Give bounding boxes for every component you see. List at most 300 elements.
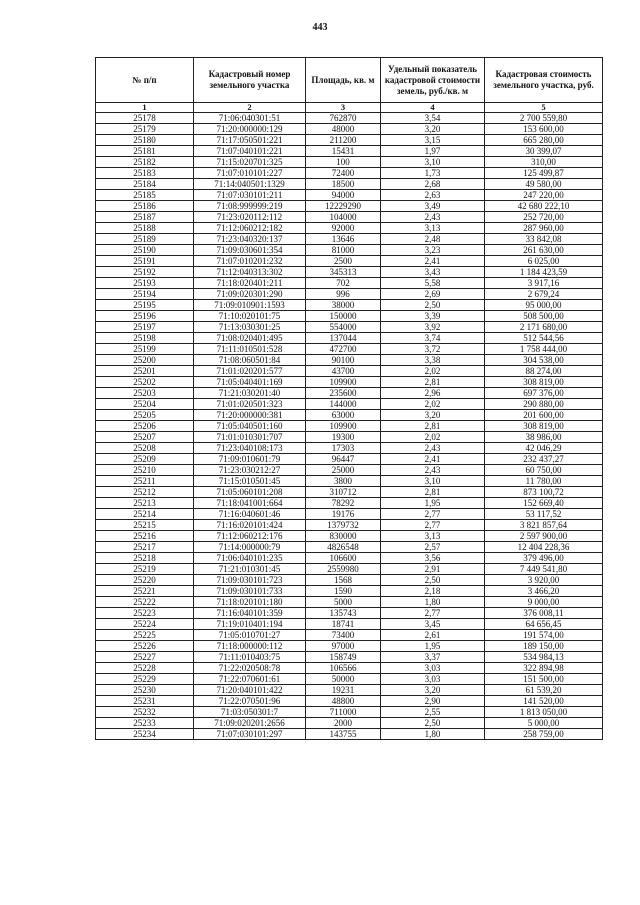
- cell-unit-value: 2,77: [381, 608, 485, 619]
- cell-unit-value: 3,13: [381, 531, 485, 542]
- cell-cadastral-number: 71:08:060501:84: [194, 355, 306, 366]
- cell-row-number: 25189: [96, 234, 194, 245]
- cell-unit-value: 2,69: [381, 289, 485, 300]
- cell-area: 158749: [306, 652, 381, 663]
- cell-area: 109900: [306, 421, 381, 432]
- cell-area: 830000: [306, 531, 381, 542]
- table-row: [96, 575, 603, 586]
- cell-cadastral-number: 71:18:020101:180: [194, 597, 306, 608]
- cell-cadastral-number: 71:09:020301:290: [194, 289, 306, 300]
- cell-unit-value: 2,48: [381, 234, 485, 245]
- cell-row-number: 25181: [96, 146, 194, 157]
- cell-cadastral-value: 5 000,00: [485, 718, 603, 729]
- cell-cadastral-value: 873 100,72: [485, 487, 603, 498]
- cell-unit-value: 3,43: [381, 267, 485, 278]
- cell-cadastral-value: 304 538,00: [485, 355, 603, 366]
- cell-cadastral-value: 310,00: [485, 157, 603, 168]
- cell-cadastral-number: 71:16:040601:46: [194, 509, 306, 520]
- cell-cadastral-number: 71:09:010601:79: [194, 454, 306, 465]
- cell-row-number: 25217: [96, 542, 194, 553]
- cell-row-number: 25182: [96, 157, 194, 168]
- table-row: [96, 245, 603, 256]
- table-row: [96, 531, 603, 542]
- cell-cadastral-number: 71:14:000000:79: [194, 542, 306, 553]
- table-row: [96, 113, 603, 124]
- cell-area: 104000: [306, 212, 381, 223]
- cell-unit-value: 3,37: [381, 652, 485, 663]
- cell-area: 19300: [306, 432, 381, 443]
- cell-cadastral-number: 71:06:040101:235: [194, 553, 306, 564]
- cell-cadastral-value: 508 500,00: [485, 311, 603, 322]
- cell-cadastral-value: 697 376,00: [485, 388, 603, 399]
- cell-unit-value: 3,10: [381, 157, 485, 168]
- cell-unit-value: 2,43: [381, 443, 485, 454]
- cell-unit-value: 2,55: [381, 707, 485, 718]
- cell-unit-value: 3,03: [381, 663, 485, 674]
- table-body: [96, 113, 603, 740]
- cell-cadastral-value: 247 220,00: [485, 190, 603, 201]
- cell-cadastral-number: 71:22:070601:61: [194, 674, 306, 685]
- cadastral-value-table: [95, 57, 603, 740]
- cell-cadastral-number: 71:07:030101:211: [194, 190, 306, 201]
- cell-unit-value: 1,97: [381, 146, 485, 157]
- cell-unit-value: 2,81: [381, 421, 485, 432]
- cell-unit-value: 3,56: [381, 553, 485, 564]
- cell-row-number: 25221: [96, 586, 194, 597]
- cell-cadastral-number: 71:05:040401:169: [194, 377, 306, 388]
- cell-unit-value: 3,72: [381, 344, 485, 355]
- cell-unit-value: 3,03: [381, 674, 485, 685]
- cell-row-number: 25220: [96, 575, 194, 586]
- cell-unit-value: 2,61: [381, 630, 485, 641]
- cell-row-number: 25180: [96, 135, 194, 146]
- table-row: [96, 652, 603, 663]
- cell-cadastral-value: 261 630,00: [485, 245, 603, 256]
- cell-area: 15431: [306, 146, 381, 157]
- cell-cadastral-number: 71:23:020112:112: [194, 212, 306, 223]
- cell-area: 18741: [306, 619, 381, 630]
- cell-unit-value: 2,90: [381, 696, 485, 707]
- cell-cadastral-number: 71:23:040108:173: [194, 443, 306, 454]
- table-row: [96, 278, 603, 289]
- cell-cadastral-number: 71:09:020201:2656: [194, 718, 306, 729]
- cell-row-number: 25202: [96, 377, 194, 388]
- cell-row-number: 25208: [96, 443, 194, 454]
- table-row: [96, 355, 603, 366]
- cell-row-number: 25194: [96, 289, 194, 300]
- cell-cadastral-number: 71:16:020101:424: [194, 520, 306, 531]
- table-row: [96, 157, 603, 168]
- cell-unit-value: 2,50: [381, 300, 485, 311]
- cell-row-number: 25234: [96, 729, 194, 740]
- cell-cadastral-value: 3 821 857,64: [485, 520, 603, 531]
- cell-cadastral-value: 12 404 228,36: [485, 542, 603, 553]
- cell-cadastral-value: 53 117,52: [485, 509, 603, 520]
- cell-row-number: 25215: [96, 520, 194, 531]
- cell-cadastral-number: 71:11:010403:75: [194, 652, 306, 663]
- cell-unit-value: 3,39: [381, 311, 485, 322]
- cell-area: 1379732: [306, 520, 381, 531]
- table-row: [96, 201, 603, 212]
- cell-row-number: 25203: [96, 388, 194, 399]
- cell-cadastral-number: 71:23:040320:137: [194, 234, 306, 245]
- cell-cadastral-number: 71:09:030601:354: [194, 245, 306, 256]
- cell-area: 1568: [306, 575, 381, 586]
- cell-cadastral-value: 258 759,00: [485, 729, 603, 740]
- cell-cadastral-value: 1 813 050,00: [485, 707, 603, 718]
- header-row: [96, 58, 603, 103]
- page-number: 443: [312, 22, 328, 33]
- cell-cadastral-number: 71:13:030301:25: [194, 322, 306, 333]
- cell-area: 711000: [306, 707, 381, 718]
- cell-area: 17303: [306, 443, 381, 454]
- cell-unit-value: 3,23: [381, 245, 485, 256]
- cell-cadastral-value: 3 917,16: [485, 278, 603, 289]
- cell-unit-value: 3,92: [381, 322, 485, 333]
- table-row: [96, 608, 603, 619]
- table-row: [96, 564, 603, 575]
- cell-area: 78292: [306, 498, 381, 509]
- cell-area: 25000: [306, 465, 381, 476]
- cell-row-number: 25228: [96, 663, 194, 674]
- table-row: [96, 685, 603, 696]
- cell-area: 43700: [306, 366, 381, 377]
- cell-cadastral-number: 71:18:041001:664: [194, 498, 306, 509]
- cell-area: 5000: [306, 597, 381, 608]
- table-row: [96, 399, 603, 410]
- cell-area: 48800: [306, 696, 381, 707]
- cell-row-number: 25231: [96, 696, 194, 707]
- cell-unit-value: 3,20: [381, 685, 485, 696]
- table-row: [96, 498, 603, 509]
- table-row: [96, 366, 603, 377]
- cell-row-number: 25197: [96, 322, 194, 333]
- table-row: [96, 212, 603, 223]
- cell-cadastral-value: 38 986,00: [485, 432, 603, 443]
- table-row: [96, 146, 603, 157]
- cell-cadastral-number: 71:21:030201:40: [194, 388, 306, 399]
- cell-row-number: 25209: [96, 454, 194, 465]
- cell-cadastral-value: 49 580,00: [485, 179, 603, 190]
- cell-cadastral-value: 308 819,00: [485, 421, 603, 432]
- table-row: [96, 135, 603, 146]
- cell-unit-value: 2,81: [381, 487, 485, 498]
- cell-cadastral-number: 71:15:020701:325: [194, 157, 306, 168]
- column-number: 1: [96, 103, 194, 113]
- table-row: [96, 432, 603, 443]
- cell-cadastral-number: 71:12:060212:182: [194, 223, 306, 234]
- cell-area: 12229290: [306, 201, 381, 212]
- cell-unit-value: 3,38: [381, 355, 485, 366]
- cell-area: 13646: [306, 234, 381, 245]
- cell-cadastral-value: 11 780,00: [485, 476, 603, 487]
- header-area: Площадь, кв. м: [306, 58, 381, 103]
- cell-unit-value: 3,15: [381, 135, 485, 146]
- cell-area: 143755: [306, 729, 381, 740]
- cell-cadastral-value: 290 880,00: [485, 399, 603, 410]
- cell-cadastral-value: 151 500,00: [485, 674, 603, 685]
- cell-cadastral-value: 1 184 423,59: [485, 267, 603, 278]
- cell-row-number: 25196: [96, 311, 194, 322]
- cell-cadastral-value: 322 894,98: [485, 663, 603, 674]
- table-row: [96, 542, 603, 553]
- cell-area: 2500: [306, 256, 381, 267]
- table-row: [96, 179, 603, 190]
- cell-cadastral-number: 71:03:050301:7: [194, 707, 306, 718]
- header-cadastral-number: Кадастровый номер земельного участка: [194, 58, 306, 103]
- header-cadastral-value: Кадастровая стоимость земельного участка, руб.: [485, 58, 603, 103]
- cell-cadastral-value: 152 669,40: [485, 498, 603, 509]
- cell-area: 72400: [306, 168, 381, 179]
- cell-unit-value: 3,54: [381, 113, 485, 124]
- cell-unit-value: 2,50: [381, 718, 485, 729]
- cell-row-number: 25178: [96, 113, 194, 124]
- cell-area: 92000: [306, 223, 381, 234]
- cell-cadastral-number: 71:12:060212:176: [194, 531, 306, 542]
- cell-unit-value: 2,77: [381, 520, 485, 531]
- cell-cadastral-number: 71:07:010101:227: [194, 168, 306, 179]
- table-row: [96, 322, 603, 333]
- cell-row-number: 25187: [96, 212, 194, 223]
- cell-cadastral-value: 3 466,20: [485, 586, 603, 597]
- cell-cadastral-value: 2 597 900,00: [485, 531, 603, 542]
- table-row: [96, 663, 603, 674]
- cell-row-number: 25199: [96, 344, 194, 355]
- cell-area: 472700: [306, 344, 381, 355]
- cell-row-number: 25225: [96, 630, 194, 641]
- table-row: [96, 256, 603, 267]
- cell-unit-value: 1,95: [381, 498, 485, 509]
- table-row: [96, 410, 603, 421]
- cell-row-number: 25200: [96, 355, 194, 366]
- cell-row-number: 25192: [96, 267, 194, 278]
- cell-row-number: 25205: [96, 410, 194, 421]
- cell-row-number: 25191: [96, 256, 194, 267]
- header-row-number: № п/п: [96, 58, 194, 103]
- cell-row-number: 25222: [96, 597, 194, 608]
- cell-row-number: 25198: [96, 333, 194, 344]
- cell-cadastral-value: 189 150,00: [485, 641, 603, 652]
- cell-area: 63000: [306, 410, 381, 421]
- cell-row-number: 25184: [96, 179, 194, 190]
- cell-area: 702: [306, 278, 381, 289]
- cell-cadastral-number: 71:08:999999:219: [194, 201, 306, 212]
- cell-cadastral-value: 534 984,13: [485, 652, 603, 663]
- cell-cadastral-number: 71:01:010301:707: [194, 432, 306, 443]
- cell-row-number: 25179: [96, 124, 194, 135]
- table-row: [96, 597, 603, 608]
- cell-area: 73400: [306, 630, 381, 641]
- cell-row-number: 25214: [96, 509, 194, 520]
- cell-area: 4826548: [306, 542, 381, 553]
- cell-area: 996: [306, 289, 381, 300]
- cell-cadastral-number: 71:17:050501:221: [194, 135, 306, 146]
- cell-cadastral-value: 2 679,24: [485, 289, 603, 300]
- table-row: [96, 707, 603, 718]
- cell-cadastral-number: 71:22:020508:78: [194, 663, 306, 674]
- cell-area: 3800: [306, 476, 381, 487]
- table-row: [96, 641, 603, 652]
- cell-cadastral-number: 71:18:000000:112: [194, 641, 306, 652]
- cell-cadastral-number: 71:16:040101:359: [194, 608, 306, 619]
- cell-cadastral-value: 252 720,00: [485, 212, 603, 223]
- cell-unit-value: 2,77: [381, 509, 485, 520]
- table-row: [96, 344, 603, 355]
- cell-unit-value: 2,81: [381, 377, 485, 388]
- column-number: 4: [381, 103, 485, 113]
- cell-cadastral-value: 88 274,00: [485, 366, 603, 377]
- cell-unit-value: 3,13: [381, 223, 485, 234]
- cell-cadastral-value: 232 437,27: [485, 454, 603, 465]
- table-row: [96, 300, 603, 311]
- column-number: 2: [194, 103, 306, 113]
- cell-unit-value: 3,20: [381, 410, 485, 421]
- cell-unit-value: 2,18: [381, 586, 485, 597]
- cell-row-number: 25183: [96, 168, 194, 179]
- cell-unit-value: 2,02: [381, 366, 485, 377]
- cell-area: 235600: [306, 388, 381, 399]
- cell-area: 150000: [306, 311, 381, 322]
- cell-unit-value: 1,80: [381, 597, 485, 608]
- table-row: [96, 674, 603, 685]
- cell-row-number: 25195: [96, 300, 194, 311]
- cell-unit-value: 2,68: [381, 179, 485, 190]
- cell-row-number: 25224: [96, 619, 194, 630]
- cell-area: 38000: [306, 300, 381, 311]
- cell-row-number: 25185: [96, 190, 194, 201]
- table-row: [96, 289, 603, 300]
- cell-row-number: 25212: [96, 487, 194, 498]
- cell-row-number: 25188: [96, 223, 194, 234]
- cell-cadastral-value: 64 656,45: [485, 619, 603, 630]
- cell-row-number: 25186: [96, 201, 194, 212]
- header-unit-value: Удельный показатель кадастровой стоимости земель, руб./кв. м: [381, 58, 485, 103]
- table-row: [96, 333, 603, 344]
- cell-cadastral-number: 71:10:020101:75: [194, 311, 306, 322]
- cell-area: 211200: [306, 135, 381, 146]
- cell-cadastral-number: 71:09:030101:723: [194, 575, 306, 586]
- cell-cadastral-number: 71:11:010501:528: [194, 344, 306, 355]
- cell-cadastral-number: 71:01:020501:323: [194, 399, 306, 410]
- cell-cadastral-number: 71:20:000000:381: [194, 410, 306, 421]
- cell-cadastral-number: 71:07:040101:221: [194, 146, 306, 157]
- cell-cadastral-value: 3 920,00: [485, 575, 603, 586]
- cell-row-number: 25219: [96, 564, 194, 575]
- cell-cadastral-number: 71:01:020201:577: [194, 366, 306, 377]
- cell-area: 100: [306, 157, 381, 168]
- cell-cadastral-value: 95 000,00: [485, 300, 603, 311]
- table-row: [96, 311, 603, 322]
- cell-area: 90100: [306, 355, 381, 366]
- cell-cadastral-number: 71:07:010201:232: [194, 256, 306, 267]
- cell-cadastral-value: 376 008,11: [485, 608, 603, 619]
- cell-cadastral-value: 6 025,00: [485, 256, 603, 267]
- cell-cadastral-value: 61 539,20: [485, 685, 603, 696]
- table-row: [96, 509, 603, 520]
- cell-cadastral-value: 379 496,00: [485, 553, 603, 564]
- table-row: [96, 223, 603, 234]
- cell-unit-value: 2,91: [381, 564, 485, 575]
- cell-row-number: 25232: [96, 707, 194, 718]
- cell-cadastral-number: 71:08:020401:495: [194, 333, 306, 344]
- table-row: [96, 619, 603, 630]
- cell-unit-value: 5,58: [381, 278, 485, 289]
- cell-cadastral-number: 71:09:030101:733: [194, 586, 306, 597]
- cell-row-number: 25223: [96, 608, 194, 619]
- table-row: [96, 465, 603, 476]
- column-number: 5: [485, 103, 603, 113]
- table-row: [96, 586, 603, 597]
- cell-unit-value: 2,41: [381, 256, 485, 267]
- cell-row-number: 25204: [96, 399, 194, 410]
- table-row: [96, 377, 603, 388]
- cell-cadastral-value: 287 960,00: [485, 223, 603, 234]
- cell-unit-value: 2,41: [381, 454, 485, 465]
- cell-area: 345313: [306, 267, 381, 278]
- cell-cadastral-number: 71:05:060101:208: [194, 487, 306, 498]
- cell-area: 106566: [306, 663, 381, 674]
- cell-area: 81000: [306, 245, 381, 256]
- cell-row-number: 25218: [96, 553, 194, 564]
- cell-unit-value: 2,50: [381, 575, 485, 586]
- cell-row-number: 25207: [96, 432, 194, 443]
- cell-cadastral-value: 201 600,00: [485, 410, 603, 421]
- cell-cadastral-value: 308 819,00: [485, 377, 603, 388]
- cell-unit-value: 3,20: [381, 124, 485, 135]
- cell-unit-value: 2,57: [381, 542, 485, 553]
- cell-cadastral-number: 71:19:010401:194: [194, 619, 306, 630]
- cell-cadastral-value: 125 499,87: [485, 168, 603, 179]
- cell-area: 144000: [306, 399, 381, 410]
- cell-unit-value: 1,95: [381, 641, 485, 652]
- cell-area: 1590: [306, 586, 381, 597]
- cell-cadastral-number: 71:12:040313:302: [194, 267, 306, 278]
- cell-row-number: 25210: [96, 465, 194, 476]
- cell-area: 137044: [306, 333, 381, 344]
- cell-cadastral-value: 2 171 680,00: [485, 322, 603, 333]
- table-row: [96, 718, 603, 729]
- table-row: [96, 696, 603, 707]
- cell-cadastral-value: 153 600,00: [485, 124, 603, 135]
- cell-row-number: 25213: [96, 498, 194, 509]
- cell-unit-value: 2,43: [381, 212, 485, 223]
- cell-cadastral-number: 71:05:040501:160: [194, 421, 306, 432]
- cell-cadastral-number: 71:15:010501:45: [194, 476, 306, 487]
- cell-area: 554000: [306, 322, 381, 333]
- table-row: [96, 520, 603, 531]
- cell-area: 48000: [306, 124, 381, 135]
- cell-cadastral-number: 71:21:010301:45: [194, 564, 306, 575]
- table-row: [96, 168, 603, 179]
- cell-unit-value: 3,45: [381, 619, 485, 630]
- cell-cadastral-number: 71:14:040501:1329: [194, 179, 306, 190]
- cell-cadastral-value: 1 758 444,00: [485, 344, 603, 355]
- cell-cadastral-number: 71:22:070501:96: [194, 696, 306, 707]
- cell-unit-value: 2,96: [381, 388, 485, 399]
- cell-row-number: 25206: [96, 421, 194, 432]
- column-number-row: [96, 103, 603, 113]
- table-row: [96, 553, 603, 564]
- cell-cadastral-value: 512 544,56: [485, 333, 603, 344]
- cell-area: 2559980: [306, 564, 381, 575]
- table-row: [96, 630, 603, 641]
- table-row: [96, 190, 603, 201]
- cell-cadastral-number: 71:06:040301:51: [194, 113, 306, 124]
- cell-cadastral-number: 71:20:000000:129: [194, 124, 306, 135]
- cell-unit-value: 3,49: [381, 201, 485, 212]
- table-row: [96, 476, 603, 487]
- cell-cadastral-number: 71:09:010901:1593: [194, 300, 306, 311]
